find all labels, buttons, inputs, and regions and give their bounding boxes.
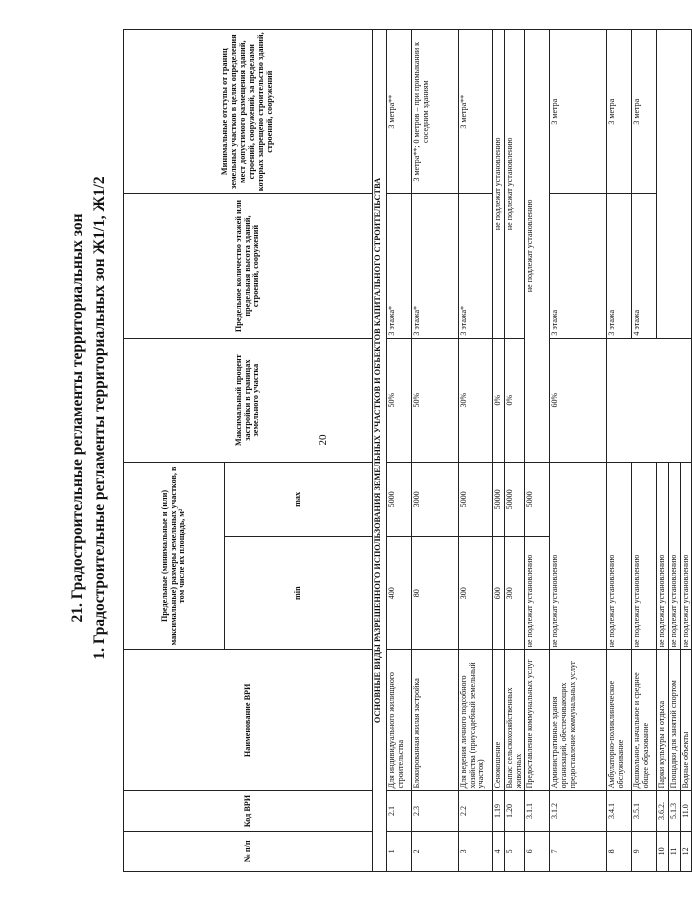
- header-min: min: [225, 537, 373, 650]
- cell-setback: 3 метра**: [459, 30, 493, 194]
- cell-num: 10: [657, 831, 669, 871]
- header-max: max: [225, 462, 373, 536]
- subsection-heading: 1. Градостроительные регламенты территориальных зон Ж1/1, Ж1/2: [91, 176, 108, 660]
- cell-max: 5000: [525, 462, 550, 536]
- cell-name: Для индивидуального жилищного строительства: [387, 650, 412, 791]
- cell-code: 2.1: [387, 791, 412, 831]
- cell-num: 1: [387, 831, 412, 871]
- cell-floors: 4 этажа: [632, 194, 657, 338]
- header-setbacks: Минимальные отступы от границ земельных участков в целях определения мест допустимого размещения зданий, строений, сооружений, за пределами которых запрещено строительство зданий, строений, сооружений: [124, 30, 373, 194]
- cell-num: 6: [525, 831, 550, 871]
- cell-code: 3.4.1: [607, 791, 632, 831]
- cell-min: не подлежат установлению: [525, 537, 550, 650]
- table-row: [412, 30, 459, 872]
- cell-setback: 3 метра**: [387, 30, 412, 194]
- header-max-percent: Максимальный процент застройки в границах земельного участка: [124, 338, 373, 462]
- cell-max: 5000: [459, 462, 493, 536]
- cell-setback: 3 метра: [607, 30, 632, 194]
- cell-percent: 0%: [505, 338, 525, 462]
- cell-num: 4: [493, 831, 505, 871]
- cell-code: 3.5.1: [632, 791, 657, 831]
- cell-code: 11.0: [680, 791, 692, 831]
- cell-code: 5.1.3: [668, 791, 680, 831]
- cell-num: 11: [668, 831, 680, 871]
- cell-sizes: не подлежат установлению: [680, 462, 692, 650]
- table-row: [493, 30, 505, 872]
- cell-num: 3: [459, 831, 493, 871]
- cell-max: 50000: [505, 462, 525, 536]
- cell-sizes: не подлежат установлению: [632, 462, 657, 650]
- cell-min: 400: [387, 537, 412, 650]
- header-name: Наименование ВРИ: [124, 650, 373, 791]
- cell-name: Парки культуры и отдыха: [657, 650, 669, 791]
- cell-code: 3.6.2.: [657, 791, 669, 831]
- cell-name: Блокированная жилая застройка: [412, 650, 459, 791]
- cell-sizes: не подлежат установлению: [550, 462, 607, 650]
- header-num: № п/п: [124, 831, 373, 871]
- header-size-limits: Предельные (минимальные и (или) максимальные) размеры земельных участков, в том числе их площадь, м²: [124, 462, 225, 650]
- section-title: ОСНОВНЫЕ ВИДЫ РАЗРЕШЕННОГО ИСПОЛЬЗОВАНИЯ ЗЕМЕЛЬНЫХ УЧАСТКОВ И ОБЪЕКТОВ КАПИТАЛЬНОГО СТРОИТЕЛЬСТВА: [373, 30, 387, 872]
- cell-floors: 3 этажа: [607, 194, 632, 338]
- cell-percent: 30%: [459, 338, 493, 462]
- cell-min: 300: [459, 537, 493, 650]
- cell-percent: 60%: [550, 338, 607, 462]
- cell-num: 9: [632, 831, 657, 871]
- cell-not-applicable: не подлежат установлению: [493, 30, 505, 339]
- cell-name: Сенокошение: [493, 650, 505, 791]
- cell-floors: 3 этажа*: [459, 194, 493, 338]
- table-row: [525, 30, 550, 872]
- cell-percent: 50%: [412, 338, 459, 462]
- regulations-table: [123, 29, 692, 872]
- cell-num: 2: [412, 831, 459, 871]
- cell-max: 3000: [412, 462, 459, 536]
- section-heading: 21. Градостроительные регламенты территориальных зон: [69, 213, 86, 623]
- cell-name: Площадки для занятий спортом: [668, 650, 680, 791]
- cell-setback: 3 метра: [550, 30, 607, 194]
- cell-floors: 3 этажа: [550, 194, 607, 338]
- table-row: [387, 30, 412, 872]
- cell-max: 50000: [493, 462, 505, 536]
- cell-name: Амбулаторно-поликлиническое обслуживание: [607, 650, 632, 791]
- cell-code: 2.3: [412, 791, 459, 831]
- cell-sizes: не подлежат установлению: [668, 462, 680, 650]
- cell-code: 2.2: [459, 791, 493, 831]
- cell-name: Предоставление коммунальных услуг: [525, 650, 550, 791]
- cell-name: Административные здания организаций, обеспечивающих предоставление коммунальных услуг: [550, 650, 607, 791]
- cell-num: 12: [680, 831, 692, 871]
- cell-percent: 50%: [387, 338, 412, 462]
- cell-max: 5000: [387, 462, 412, 536]
- cell-name: Для ведения личного подсобного хозяйства (приусадебный земельный участок): [459, 650, 493, 791]
- cell-num: 8: [607, 831, 632, 871]
- cell-sizes: не подлежат установлению: [657, 462, 669, 650]
- table-row: [459, 30, 493, 872]
- cell-min: 80: [412, 537, 459, 650]
- cell-setback: 3 метра**; 0 метров – при примыкании к соседним зданиям: [412, 30, 459, 194]
- table-row: [607, 30, 632, 872]
- cell-code: 1.19: [493, 791, 505, 831]
- header-floors: Предельное количество этажей или предельная высота зданий, строений, сооружений: [124, 194, 373, 338]
- header-code: Код ВРИ: [124, 791, 373, 831]
- cell-floors: 3 этажа*: [412, 194, 459, 338]
- page-number: 20: [317, 434, 329, 446]
- cell-not-applicable: не подлежат установлению: [505, 30, 525, 339]
- cell-not-applicable: не подлежат установлению: [525, 30, 550, 463]
- cell-num: 7: [550, 831, 607, 871]
- regulations-table-container: [123, 29, 690, 872]
- cell-min: 600: [493, 537, 505, 650]
- cell-sizes: не подлежат установлению: [607, 462, 632, 650]
- cell-code: 1.20: [505, 791, 525, 831]
- table-row: [505, 30, 525, 872]
- table-row: [550, 30, 607, 872]
- cell-num: 5: [505, 831, 525, 871]
- cell-setback: 3 метра: [632, 30, 657, 194]
- cell-code: 3.1.1: [525, 791, 550, 831]
- cell-percent: 0%: [493, 338, 505, 462]
- cell-code: 3.1.2: [550, 791, 607, 831]
- cell-name: Водные объекты: [680, 650, 692, 791]
- cell-min: 300: [505, 537, 525, 650]
- cell-name: Выпас сельскохозяйственных животных: [505, 650, 525, 791]
- cell-empty: [657, 30, 692, 339]
- cell-floors: 3 этажа*: [387, 194, 412, 338]
- cell-name: Дошкольное, начальное и среднее общее образование: [632, 650, 657, 791]
- cell-percent-empty: [607, 338, 692, 462]
